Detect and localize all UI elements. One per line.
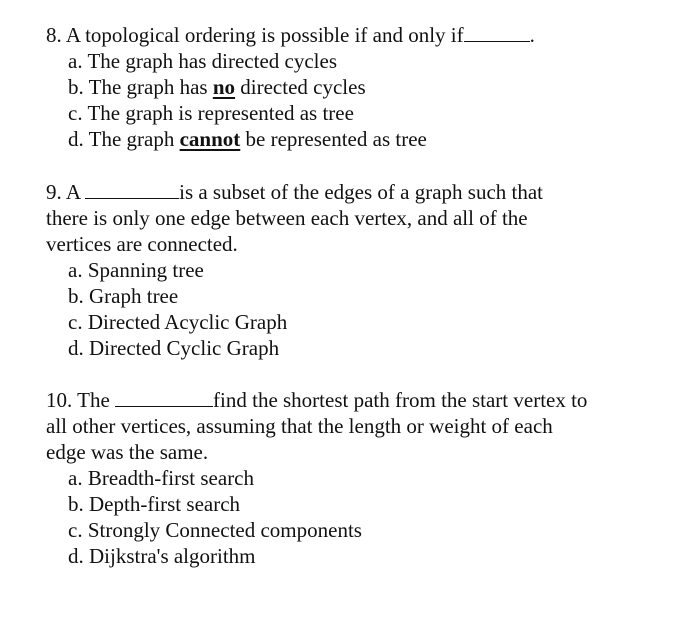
option-letter: c. [68, 310, 83, 334]
answer-blank [85, 180, 179, 199]
option-letter: b. [68, 75, 84, 99]
option-a [68, 48, 656, 74]
option-d [68, 543, 656, 569]
stem-line-2: there is only one edge between each vertex, and all of the [46, 206, 528, 230]
stem-text: The [77, 388, 110, 412]
option-b [68, 74, 656, 100]
option-letter: c. [68, 518, 83, 542]
option-a [68, 465, 656, 491]
option-text: Dijkstra's algorithm [89, 544, 256, 568]
option-list [46, 257, 656, 361]
stem-line-3: edge was the same. [46, 440, 209, 464]
option-letter: d. [68, 544, 84, 568]
option-letter: b. [68, 284, 84, 308]
question-8 [46, 22, 656, 152]
option-letter: a. [68, 49, 83, 73]
option-text: The graph is represented as tree [87, 101, 354, 125]
option-c [68, 100, 656, 126]
question-number: 8. [46, 23, 62, 47]
stem-line-2: all other vertices, assuming that the length or weight of each [46, 414, 553, 438]
question-9 [46, 179, 656, 361]
option-list [46, 48, 656, 152]
option-text: Strongly Connected components [87, 518, 362, 542]
answer-blank [464, 23, 530, 42]
option-letter: a. [68, 466, 83, 490]
option-list [46, 465, 656, 569]
option-a [68, 257, 656, 283]
option-text-pre: The graph has [88, 75, 213, 99]
option-text-post: be represented as tree [240, 127, 427, 151]
emphasis-word: no [212, 75, 236, 99]
option-text: Graph tree [89, 284, 179, 308]
option-letter: c. [68, 101, 83, 125]
stem-text: A [65, 180, 80, 204]
emphasis-word: cannot [179, 127, 241, 151]
option-b [68, 491, 656, 517]
option-text: Breadth-first search [87, 466, 255, 490]
question-9-stem [46, 179, 656, 257]
option-text: Directed Cyclic Graph [89, 336, 280, 360]
option-letter: a. [68, 258, 83, 282]
question-10 [46, 387, 656, 569]
question-8-stem [46, 22, 656, 48]
question-10-stem [46, 387, 656, 465]
option-c [68, 517, 656, 543]
option-letter: d. [68, 127, 84, 151]
option-letter: b. [68, 492, 84, 516]
stem-text-end: is a subset of the edges of a graph such that [179, 180, 544, 204]
option-text: The graph has directed cycles [87, 49, 338, 73]
option-d [68, 126, 656, 152]
stem-line-3: vertices are connected. [46, 232, 238, 256]
option-d [68, 335, 656, 361]
stem-text: A topological ordering is possible if and only if [65, 23, 464, 47]
question-number: 10. [46, 388, 73, 412]
option-text: Depth-first search [89, 492, 241, 516]
option-b [68, 283, 656, 309]
option-text: Directed Acyclic Graph [87, 310, 288, 334]
answer-blank [115, 388, 213, 407]
option-text: Spanning tree [87, 258, 204, 282]
option-c [68, 309, 656, 335]
option-text-post: directed cycles [235, 75, 366, 99]
option-letter: d. [68, 336, 84, 360]
question-number: 9. [46, 180, 62, 204]
option-text-pre: The graph [88, 127, 180, 151]
stem-text-end: find the shortest path from the start vertex to [213, 388, 588, 412]
stem-text-end: . [529, 23, 535, 47]
